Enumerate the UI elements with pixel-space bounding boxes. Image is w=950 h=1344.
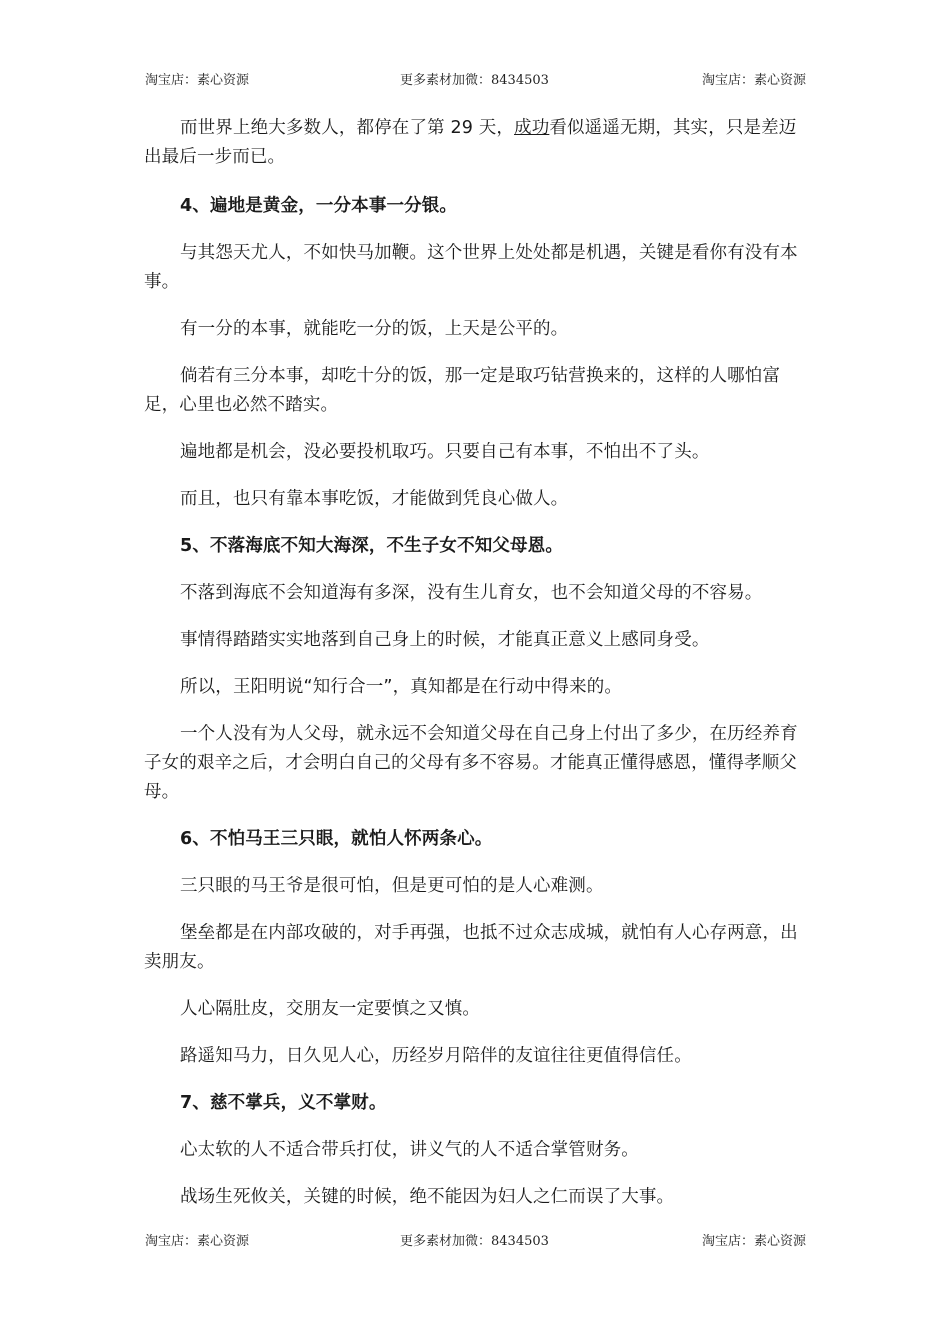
link-success[interactable]: 成功 [514, 118, 550, 138]
paragraph: 三只眼的马王爷是很可怕，但是更可怕的是人心难测。 [180, 876, 604, 896]
page-header [0, 69, 950, 89]
footer-wechat-center: 更多素材加微：8434503 [400, 1234, 549, 1249]
section-heading-4: 4、遍地是黄金，一分本事一分银。 [180, 196, 458, 216]
paragraph: 心太软的人不适合带兵打仗，讲义气的人不适合掌管财务。 [180, 1140, 639, 1160]
paragraph: 与其怨天尤人，不如快马加鞭。这个世界上处处都是机遇，关键是看你有没有本事。 [144, 243, 798, 292]
paragraph: 而且，也只有靠本事吃饭，才能做到凭良心做人。 [180, 489, 569, 509]
paragraph: 倘若有三分本事，却吃十分的饭，那一定是取巧钻营换来的，这样的人哪怕富足，心里也必然不踏实。 [144, 366, 781, 415]
section-heading-5: 5、不落海底不知大海深，不生子女不知父母恩。 [180, 536, 563, 556]
paragraph: 战场生死攸关，关键的时候，绝不能因为妇人之仁而误了大事。 [180, 1187, 675, 1207]
paragraph: 人心隔肚皮，交朋友一定要慎之又慎。 [180, 999, 481, 1019]
paragraph: 而世界上绝大多数人，都停在了第 29 天，成功看似遥遥无期，其实，只是差迈出最后一步而已。 [144, 118, 797, 167]
paragraph: 所以，王阳明说“知行合一”，真知都是在行动中得来的。 [180, 677, 623, 697]
header-shop-left: 淘宝店：素心资源 [145, 73, 250, 88]
paragraph: 一个人没有为人父母，就永远不会知道父母在自己身上付出了多少，在历经养育子女的艰辛之后，才会明白自己的父母有多不容易。才能真正懂得感恩，懂得孝顺父母。 [144, 724, 798, 802]
footer-shop-right: 淘宝店：素心资源 [701, 1234, 806, 1249]
paragraph: 事情得踏踏实实地落到自己身上的时候，才能真正意义上感同身受。 [180, 630, 710, 650]
header-shop-right: 淘宝店：素心资源 [701, 73, 806, 88]
paragraph: 不落到海底不会知道海有多深，没有生儿育女，也不会知道父母的不容易。 [180, 583, 763, 603]
section-heading-6: 6、不怕马王三只眼，就怕人怀两条心。 [180, 829, 493, 849]
paragraph: 路遥知马力，日久见人心，历经岁月陪伴的友谊往往更值得信任。 [180, 1046, 692, 1066]
footer-shop-left: 淘宝店：素心资源 [145, 1234, 250, 1249]
header-wechat-center: 更多素材加微：8434503 [400, 73, 549, 88]
section-heading-7: 7、慈不掌兵，义不掌财。 [180, 1093, 387, 1113]
page-footer [0, 1230, 950, 1250]
paragraph: 堡垒都是在内部攻破的，对手再强，也抵不过众志成城，就怕有人心存两意，出卖朋友。 [144, 923, 798, 972]
document-body [144, 114, 806, 1212]
paragraph: 遍地都是机会，没必要投机取巧。只要自己有本事，不怕出不了头。 [180, 442, 710, 462]
paragraph: 有一分的本事，就能吃一分的饭，上天是公平的。 [180, 319, 569, 339]
